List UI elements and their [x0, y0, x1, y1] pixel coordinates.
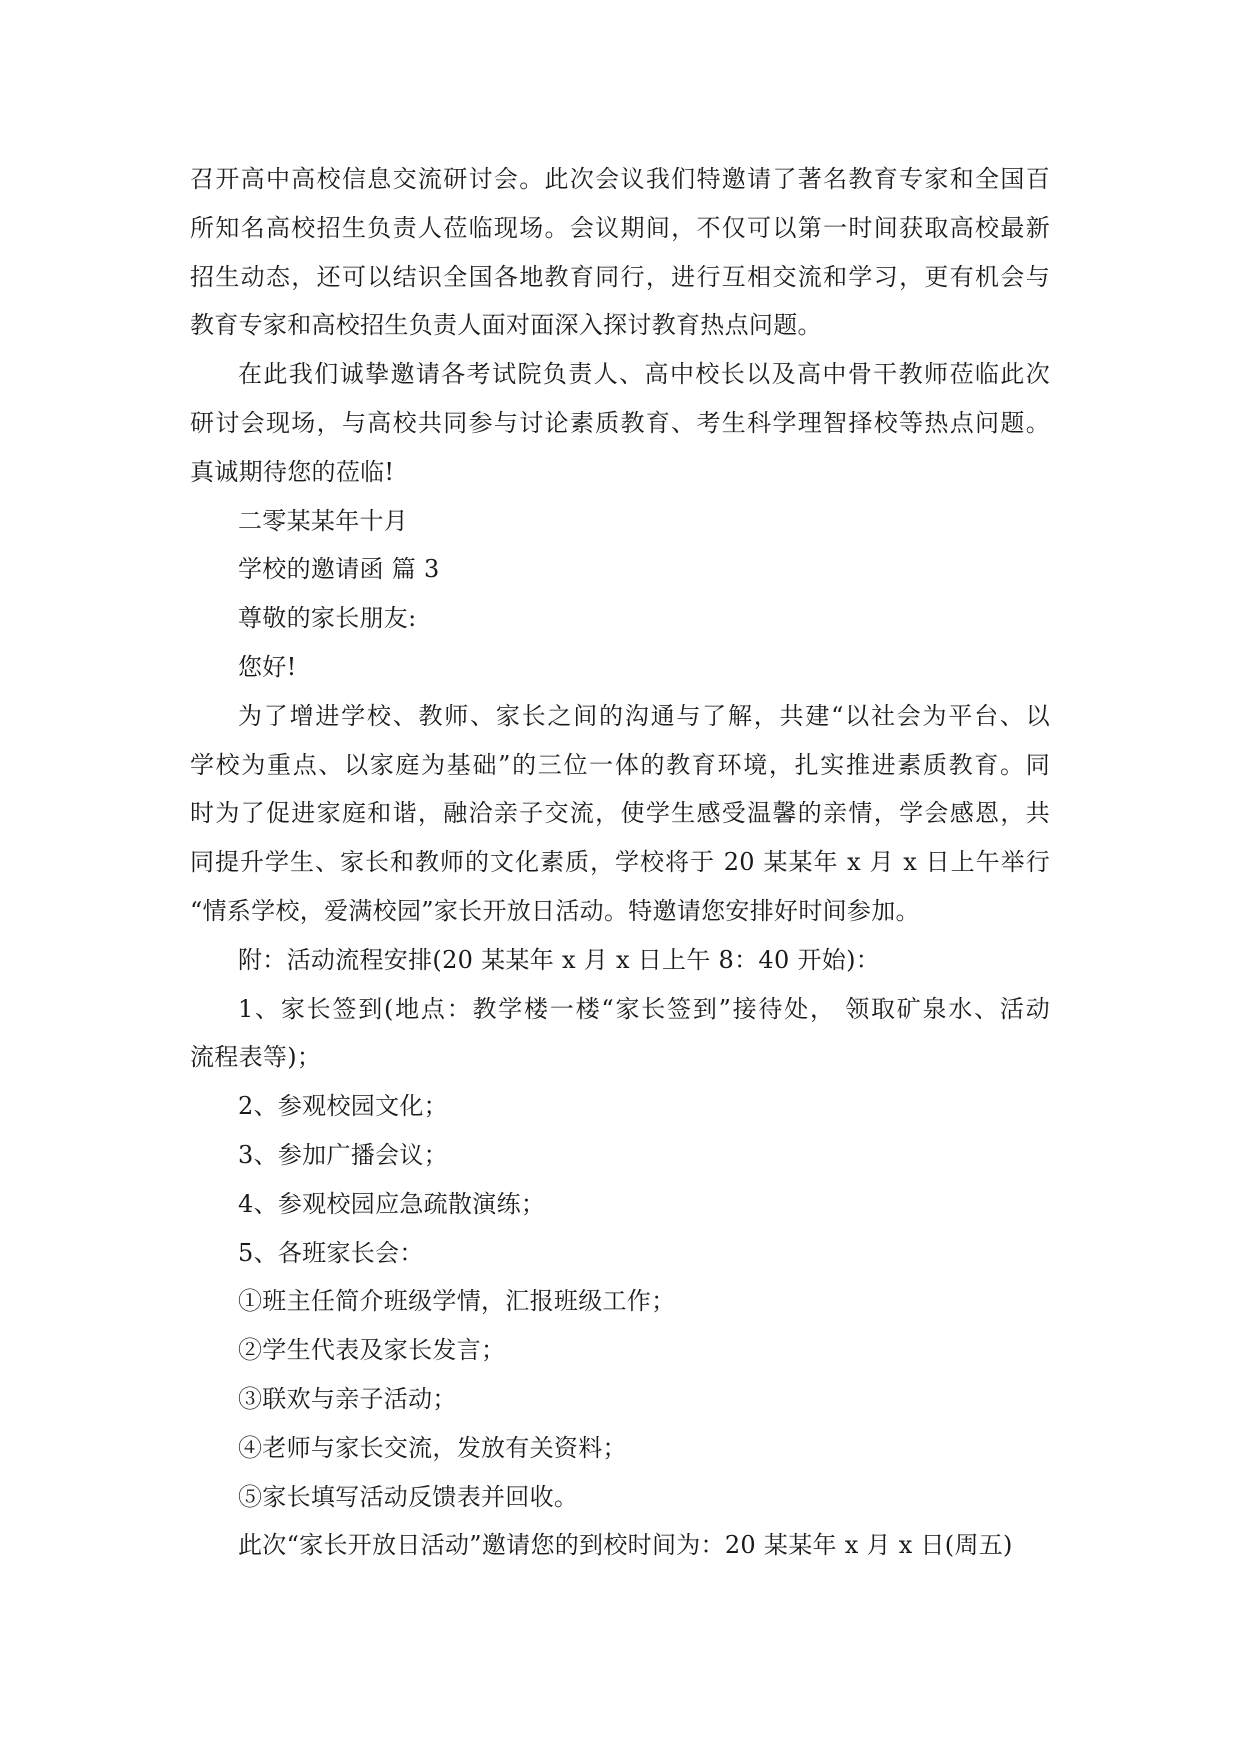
list-item: 5、各班家长会：	[238, 1238, 424, 1267]
paragraph-line: 在此我们诚挚邀请各考试院负责人、高中校长以及高中骨干教师莅临此次	[238, 360, 1050, 389]
paragraph-line: 真诚期待您的莅临!	[190, 457, 395, 486]
paragraph-line: “情系学校，爱满校园”家长开放日活动。特邀请您安排好时间参加。	[190, 896, 920, 925]
paragraph-line: 教育专家和高校招生负责人面对面深入探讨教育热点问题。	[190, 311, 822, 340]
list-item: 4、参观校园应急疏散演练；	[238, 1189, 546, 1218]
salutation: 尊敬的家长朋友:	[238, 604, 417, 633]
sub-list-item: ⑤家长填写活动反馈表并回收。	[238, 1482, 579, 1511]
schedule-heading: 附：活动流程安排(20 某某年 x 月 x 日上午 8：40 开始)：	[238, 945, 881, 974]
paragraph-line: 同提升学生、家长和教师的文化素质，学校将于 20 某某年 x 月 x 日上午举行	[190, 848, 1050, 877]
list-item: 3、参加广播会议；	[238, 1140, 448, 1169]
sub-list-item: ④老师与家长交流，发放有关资料；	[238, 1433, 627, 1462]
paragraph-line: 此次“家长开放日活动”邀请您的到校时间为：20 某某年 x 月 x 日(周五)	[238, 1531, 1013, 1560]
greeting: 您好!	[238, 652, 297, 681]
paragraph-line: 研讨会现场，与高校共同参与讨论素质教育、考生科学理智择校等热点问题。	[190, 408, 1050, 437]
paragraph-line: 召开高中高校信息交流研讨会。此次会议我们特邀请了著名教育专家和全国百	[190, 165, 1050, 193]
date-line: 二零某某年十月	[238, 506, 409, 535]
section-heading: 学校的邀请函 篇 3	[238, 555, 440, 584]
list-item-continuation: 流程表等)；	[190, 1043, 322, 1072]
paragraph-line: 所知名高校招生负责人莅临现场。会议期间，不仅可以第一时间获取高校最新	[190, 213, 1050, 242]
sub-list-item: ②学生代表及家长发言；	[238, 1336, 506, 1365]
paragraph-line: 时为了促进家庭和谐，融洽亲子交流，使学生感受温馨的亲情，学会感恩，共	[190, 799, 1050, 828]
paragraph-line: 招生动态，还可以结识全国各地教育同行，进行互相交流和学习，更有机会与	[190, 262, 1050, 291]
document-body	[190, 155, 1050, 1570]
list-item: 1、家长签到(地点：教学楼一楼“家长签到”接待处， 领取矿泉水、活动	[238, 994, 1050, 1023]
sub-list-item: ③联欢与亲子活动；	[238, 1384, 457, 1413]
paragraph-line: 为了增进学校、教师、家长之间的沟通与了解，共建“以社会为平台、以	[238, 701, 1050, 730]
sub-list-item: ①班主任简介班级学情，汇报班级工作；	[238, 1287, 676, 1316]
list-item: 2、参观校园文化；	[238, 1092, 448, 1121]
paragraph-line: 学校为重点、以家庭为基础”的三位一体的教育环境，扎实推进素质教育。同	[190, 750, 1050, 779]
